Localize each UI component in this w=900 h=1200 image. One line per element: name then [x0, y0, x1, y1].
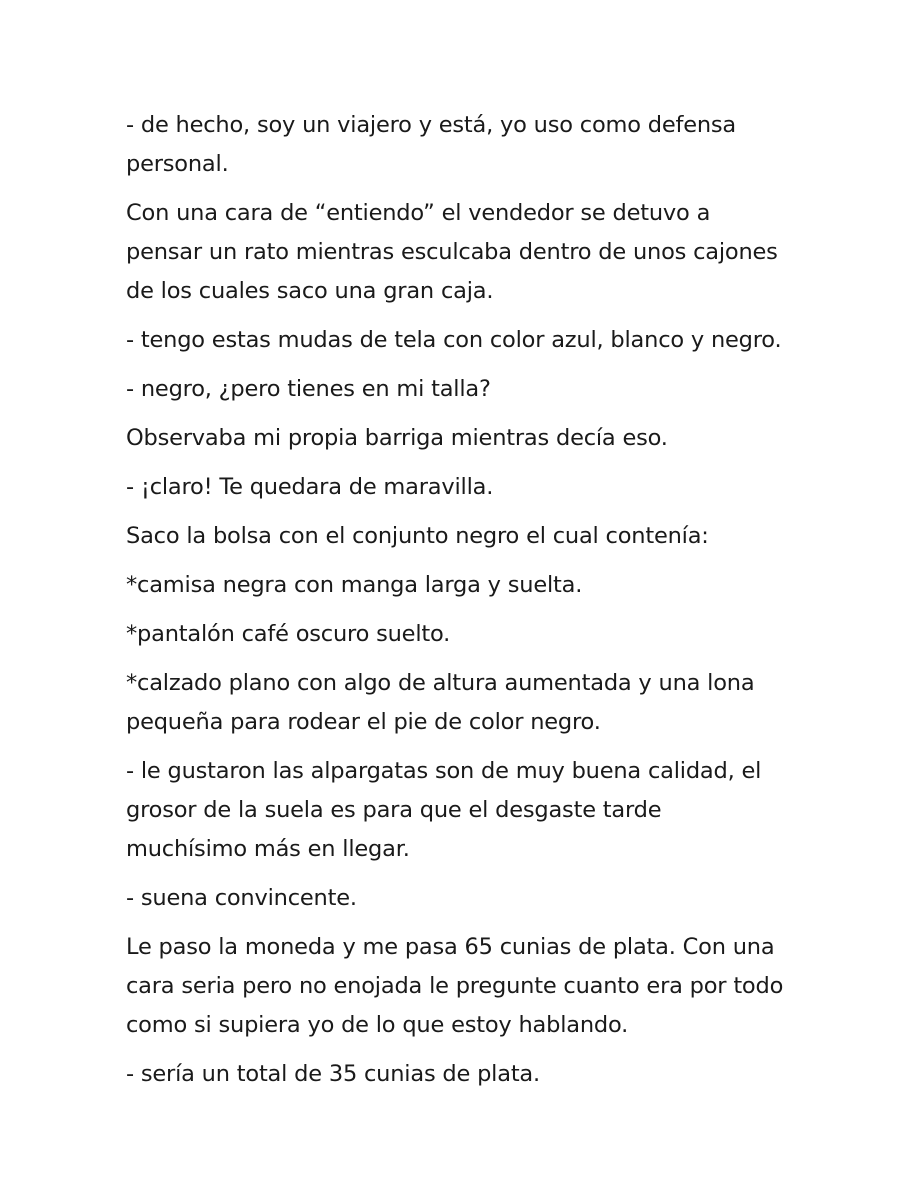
paragraph-7: Saco la bolsa con el conjunto negro el cual contenía: [126, 523, 709, 549]
paragraph-2: Con una cara de “entiendo” el vendedor se detuvo a pensar un rato mientras esculcaba dentro de unos cajones de los cuales saco una gran caja. [126, 200, 778, 304]
paragraph-5: Observaba mi propia barriga mientras decía eso. [126, 425, 668, 451]
paragraph-11: - le gustaron las alpargatas son de muy buena calidad, el grosor de la suela es para que el desgaste tarde muchísimo más en llegar. [126, 758, 762, 862]
paragraph-10: *calzado plano con algo de altura aumentada y una lona pequeña para rodear el pie de color negro. [126, 670, 755, 735]
paragraph-13: Le paso la moneda y me pasa 65 cunias de plata. Con una cara seria pero no enojada le pregunte cuanto era por todo como si supiera yo de lo que estoy hablando. [126, 934, 784, 1038]
paragraph-3: - tengo estas mudas de tela con color azul, blanco y negro. [126, 327, 782, 353]
paragraph-1: - de hecho, soy un viajero y está, yo uso como defensa personal. [126, 112, 737, 177]
paragraph-9: *pantalón café oscuro suelto. [126, 621, 451, 647]
paragraph-14: - sería un total de 35 cunias de plata. [126, 1061, 540, 1087]
paragraph-8: *camisa negra con manga larga y suelta. [126, 572, 583, 598]
paragraph-12: - suena convincente. [126, 885, 357, 911]
paragraph-6: - ¡claro! Te quedara de maravilla. [126, 474, 494, 500]
body-text [126, 106, 786, 1104]
paragraph-4: - negro, ¿pero tienes en mi talla? [126, 376, 491, 402]
